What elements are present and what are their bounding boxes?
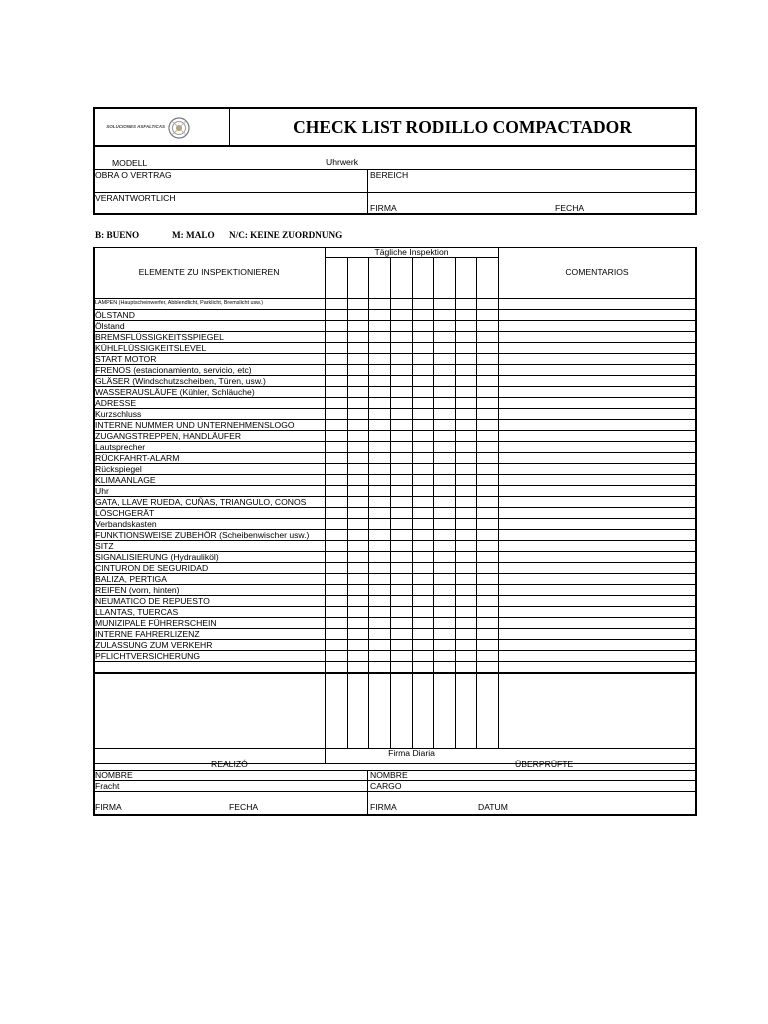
legend-bad: M: MALO: [172, 230, 215, 240]
footer-block: [93, 759, 697, 816]
name2-label: NOMBRE: [370, 770, 408, 780]
inspection-item-label: REIFEN (vorn, hinten): [95, 585, 180, 595]
footer-date-label: FECHA: [229, 802, 259, 812]
inspection-item-label: FRENOS (estacionamiento, servicio, etc): [95, 365, 252, 375]
inspection-item-label: INTERNE NUMMER UND UNTERNEHMENSLOGO: [95, 420, 295, 430]
model-label: MODELL: [112, 158, 148, 168]
first-item-label: LAMPEN (Hauptscheinwerfer, Abblendlicht, Parklicht, Bremslicht usw.): [95, 300, 264, 306]
company-logo: [95, 109, 230, 145]
inspection-item-label: Rückspiegel: [95, 464, 142, 474]
inspection-item-label: LLANTAS, TUERCAS: [95, 607, 179, 617]
inspection-item-label: Uhr: [95, 486, 109, 496]
footer-signature2-label: FIRMA: [370, 802, 397, 812]
inspection-item-label: ZUGANGSTREPPEN, HANDLÄUFER: [95, 431, 242, 441]
footer-date2-label: DATUM: [478, 802, 508, 812]
form-title: CHECK LIST RODILLO COMPACTADOR: [293, 116, 632, 137]
area-label: BEREICH: [370, 170, 409, 180]
inspection-item-label: MUNIZIPALE FÜHRERSCHEIN: [95, 618, 217, 628]
info-block: [93, 147, 697, 215]
responsible-label: VERANTWORTLICH: [95, 193, 176, 203]
inspection-item-label: KLIMAANLAGE: [95, 475, 156, 485]
work-label: OBRA O VERTRAG: [95, 170, 172, 180]
inspection-table: [93, 247, 697, 764]
inspection-item-label: INTERNE FAHRERLIZENZ: [95, 629, 200, 639]
inspection-item-label: Verbandskasten: [95, 519, 157, 529]
inspection-item-label: ÖLSTAND: [95, 310, 135, 320]
inspection-item-label: PFLICHTVERSICHERUNG: [95, 651, 201, 661]
checked-label: ÜBERPRÜFTE: [515, 759, 574, 769]
form-header: [93, 107, 697, 147]
date-label: FECHA: [555, 203, 585, 213]
performed-label: REALIZÓ: [211, 759, 248, 769]
signature-label: FIRMA: [370, 203, 397, 213]
elements-header: ELEMENTE ZU INSPEKTIONIEREN: [138, 267, 280, 277]
daily-signature-label: Firma Diaria: [388, 748, 435, 758]
inspection-item-label: Ölstand: [95, 321, 125, 331]
legend-na: N/C: KEINE ZUORDNUNG: [229, 230, 343, 240]
inspection-item-label: SITZ: [95, 541, 114, 551]
inspection-item-label: GATA, LLAVE RUEDA, CUÑAS, TRIANGULO, CONOS: [95, 497, 307, 507]
footer-signature-label: FIRMA: [95, 802, 122, 812]
inspection-item-label: FUNKTIONSWEISE ZUBEHÖR (Scheibenwischer usw.): [95, 530, 310, 540]
inspection-item-label: ZULASSUNG ZUM VERKEHR: [95, 640, 213, 650]
inspection-item-label: BREMSFLÜSSIGKEITSSPIEGEL: [95, 332, 224, 342]
inspection-item-label: KÜHLFLÜSSIGKEITSLEVEL: [95, 343, 207, 353]
inspection-item-label: Lautsprecher: [95, 442, 146, 452]
daily-inspection-header: Tägliche Inspektion: [374, 247, 449, 257]
inspection-item-label: LÖSCHGERÄT: [95, 508, 155, 518]
inspection-item-label: START MOTOR: [95, 354, 157, 364]
inspection-item-label: CINTURON DE SEGURIDAD: [95, 563, 209, 573]
comments-header: COMENTARIOS: [565, 267, 629, 277]
inspection-item-label: RÜCKFAHRT-ALARM: [95, 453, 180, 463]
name-label: NOMBRE: [95, 770, 133, 780]
inspection-item-label: SIGNALISIERUNG (Hydrauliköl): [95, 552, 219, 562]
position-label: CARGO: [370, 781, 402, 791]
logo-text: SOLUCIONES ASFALTICAS: [106, 124, 165, 129]
inspection-item-label: NEUMATICO DE REPUESTO: [95, 596, 210, 606]
inspection-item-label: Kurzschluss: [95, 409, 142, 419]
legend-good: B: BUENO: [95, 230, 140, 240]
inspection-item-label: WASSERAUSLÄUFE (Kühler, Schläuche): [95, 387, 255, 397]
hour-label: Uhrwerk: [326, 157, 358, 167]
inspection-item-label: GLÄSER (Windschutzscheiben, Türen, usw.): [95, 376, 266, 386]
inspection-item-label: ADRESSE: [95, 398, 137, 408]
inspection-item-label: BALIZA, PERTIGA: [95, 574, 167, 584]
freight-label: Fracht: [95, 781, 120, 791]
